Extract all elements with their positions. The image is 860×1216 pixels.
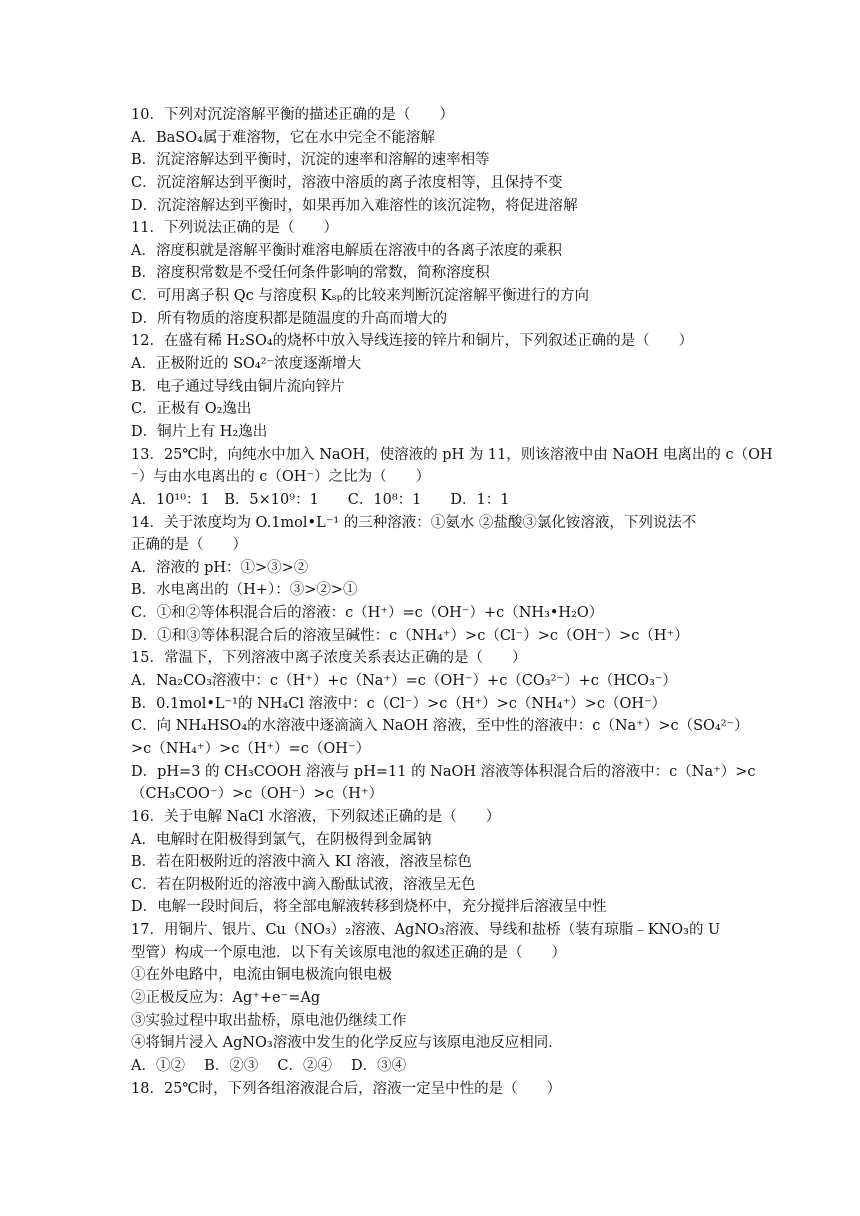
question-16-option-b: B．若在阳极附近的溶液中滴入 KI 溶液，溶液呈棕色	[131, 854, 472, 871]
question-12-option-d: D．铜片上有 H₂逸出	[131, 423, 268, 440]
question-10-stem: 10．下列对沉淀溶解平衡的描述正确的是（ ）	[131, 107, 454, 123]
question-11-option-b: B．溶度积常数是不受任何条件影响的常数，简称溶度积	[131, 265, 490, 282]
question-17-statement-3: ③实验过程中取出盐桥，原电池仍继续工作	[131, 1012, 407, 1029]
question-15-stem: 15．常温下，下列溶液中离子浓度关系表达正确的是（ ）	[131, 650, 527, 667]
question-11-option-c: C．可用离子积 Qc 与溶度积 Kₛₚ的比较来判断沉淀溶解平衡进行的方向	[131, 288, 589, 305]
question-17-statement-4: ④将铜片浸入 AgNO₃溶液中发生的化学反应与该原电池反应相同．	[131, 1035, 563, 1052]
question-15-option-d: D．pH=3 的 CH₃COOH 溶液与 pH=11 的 NaOH 溶液等体积混合后的溶液中：c（Na⁺）>c	[131, 763, 756, 780]
question-10-option-a: A．BaSO₄属于难溶物，它在水中完全不能溶解	[131, 129, 435, 146]
question-11-option-a: A．溶度积就是溶解平衡时难溶电解质在溶液中的各离子浓度的乘积	[131, 242, 562, 259]
question-10-option-c: C．沉淀溶解达到平衡时，溶液中溶质的离子浓度相等，且保持不变	[131, 174, 563, 191]
question-10-option-b: B．沉淀溶解达到平衡时，沉淀的速率和溶解的速率相等	[131, 152, 490, 169]
question-16-stem: 16．关于电解 NaCl 水溶液，下列叙述正确的是（ ）	[131, 808, 501, 825]
question-12-option-b: B．电子通过导线由铜片流向锌片	[131, 378, 345, 395]
question-12-option-a: A．正极附近的 SO₄²⁻浓度逐渐增大	[131, 356, 362, 373]
question-12-option-c: C．正极有 O₂逸出	[131, 401, 252, 418]
question-17-statement-1: ①在外电路中，电流由铜电极流向银电极	[131, 967, 392, 984]
question-17-statement-2: ②正极反应为：Ag⁺+e⁻=Ag	[131, 989, 321, 1006]
question-17-options: A．①② B．②③ C．②④ D．③④	[131, 1057, 407, 1074]
question-14-option-c: C．①和②等体积混合后的溶液：c（H⁺）=c（OH⁻）+c（NH₃•H₂O）	[131, 605, 604, 622]
question-17-stem: 17．用铜片、银片、Cu（NO₃）₂溶液、AgNO₃溶液、导线和盐桥（装有琼脂﹣KNO₃的 U	[131, 922, 721, 939]
question-14-option-b: B．水电离出的（H+）：③>②>①	[131, 582, 358, 599]
question-14-stem-continued: 正确的是（ ）	[131, 537, 247, 554]
question-13-stem-continued: ⁻）与由水电离出的 c（OH⁻）之比为（ ）	[131, 469, 431, 486]
question-15-option-a: A．Na₂CO₃溶液中：c（H⁺）+c（Na⁺）=c（OH⁻）+c（CO₃²⁻）+c（HCO₃⁻）	[131, 673, 677, 690]
question-12-stem: 12．在盛有稀 H₂SO₄的烧杯中放入导线连接的锌片和铜片，下列叙述正确的是（ ）	[131, 333, 694, 350]
question-11-option-d: D．所有物质的溶度积都是随温度的升高而增大的	[131, 310, 448, 327]
question-14-stem: 14．关于浓度均为 O.1mol•L⁻¹ 的三种溶液：①氨水 ②盐酸③氯化铵溶液，下列说法不	[131, 514, 697, 531]
question-10-option-d: D．沉淀溶解达到平衡时，如果再加入难溶性的该沉淀物，将促进溶解	[131, 197, 578, 214]
question-16-option-d: D．电解一段时间后，将全部电解液转移到烧杯中，充分搅拌后溶液呈中性	[131, 899, 607, 916]
question-13-stem: 13．25℃时，向纯水中加入 NaOH，使溶液的 pH 为 11，则该溶液中由 NaOH 电离出的 c（OH	[131, 446, 773, 463]
question-16-option-a: A．电解时在阳极得到氯气，在阴极得到金属钠	[131, 831, 432, 848]
question-14-option-a: A．溶液的 pH：①>③>②	[131, 559, 309, 576]
question-15-option-c-continued: >c（NH₄⁺）>c（H⁺）=c（OH⁻）	[131, 740, 371, 757]
question-14-option-d: D．①和③等体积混合后的溶液呈碱性：c（NH₄⁺）>c（Cl⁻）>c（OH⁻）>c（H⁺）	[131, 627, 689, 644]
question-16-option-c: C．若在阴极附近的溶液中滴入酚酞试液，溶液呈无色	[131, 876, 476, 893]
question-13-options: A．10¹⁰：1 B．5×10⁹：1 C．10⁸：1 D．1：1	[131, 491, 510, 508]
question-15-option-d-continued: （CH₃COO⁻）>c（OH⁻）>c（H⁺）	[131, 786, 384, 803]
question-15-option-c: C．向 NH₄HSO₄的水溶液中逐滴滴入 NaOH 溶液，至中性的溶液中：c（Na⁺）>c（SO₄²⁻）	[131, 718, 749, 735]
question-11-stem: 11．下列说法正确的是（ ）	[131, 220, 338, 237]
question-18-stem: 18．25℃时，下列各组溶液混合后，溶液一定呈中性的是（ ）	[131, 1080, 562, 1097]
question-list	[131, 104, 773, 1100]
question-15-option-b: B．0.1mol•L⁻¹的 NH₄Cl 溶液中：c（Cl⁻）>c（H⁺）>c（NH₄⁺）>c（OH⁻）	[131, 695, 667, 712]
question-17-stem-continued: 型管）构成一个原电池．以下有关该原电池的叙述正确的是（ ）	[131, 944, 566, 961]
